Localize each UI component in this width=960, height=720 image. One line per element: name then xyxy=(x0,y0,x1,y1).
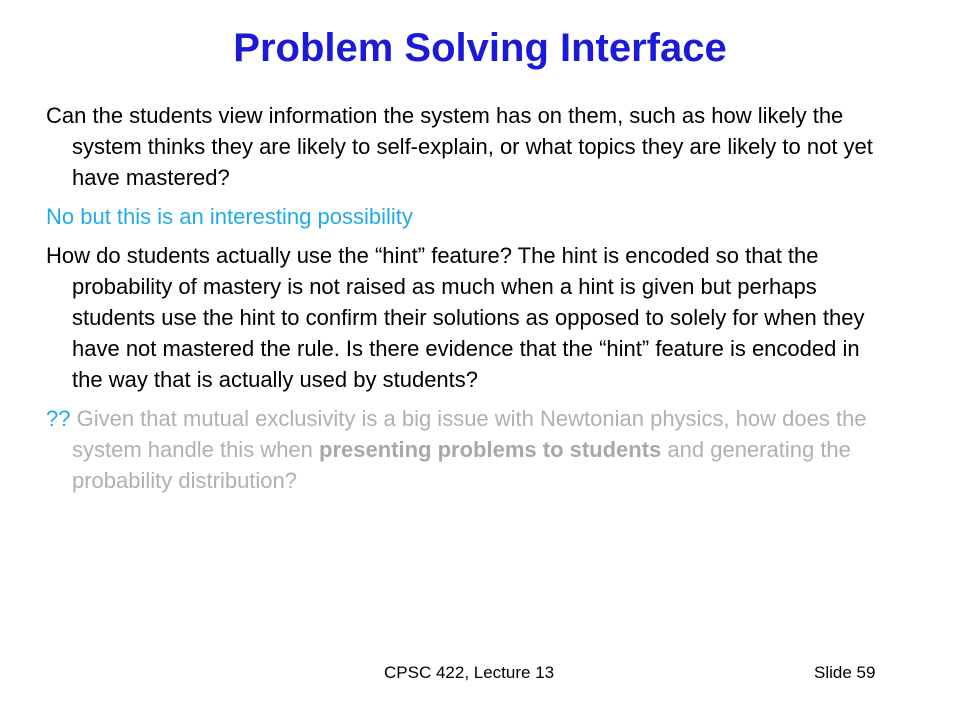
slide-title: Problem Solving Interface xyxy=(233,26,727,70)
footer-slide-number: Slide 59 xyxy=(814,663,876,682)
question-3 xyxy=(46,403,896,496)
answer-1: No but this is an interesting possibility xyxy=(46,204,413,229)
question-2: How do students actually use the “hint” feature? The hint is encoded so that the probability of mastery is not raised as much when a hint is given but perhaps students use the hint to confirm their solutions as opposed to solely for when they have not mastered the rule. Is there evidence that the “hint” feature is encoded in the way that is actually used by students? xyxy=(46,243,865,392)
question-1: Can the students view information the system has on them, such as how likely the system thinks they are likely to self-explain, or what topics they are likely to not yet have mastered? xyxy=(46,103,873,190)
footer-course: CPSC 422, Lecture 13 xyxy=(384,663,555,682)
question-3-text-a: Given that mutual exclusivity is a big issue with Newtonian physics, how does the system handle this when xyxy=(70,406,867,462)
question-3-marker: ?? xyxy=(46,406,71,431)
slide-body xyxy=(46,100,896,504)
question-3-bold: presenting problems to students xyxy=(319,437,662,462)
question-3-text-b: and generating the probability distribution? xyxy=(72,437,851,493)
